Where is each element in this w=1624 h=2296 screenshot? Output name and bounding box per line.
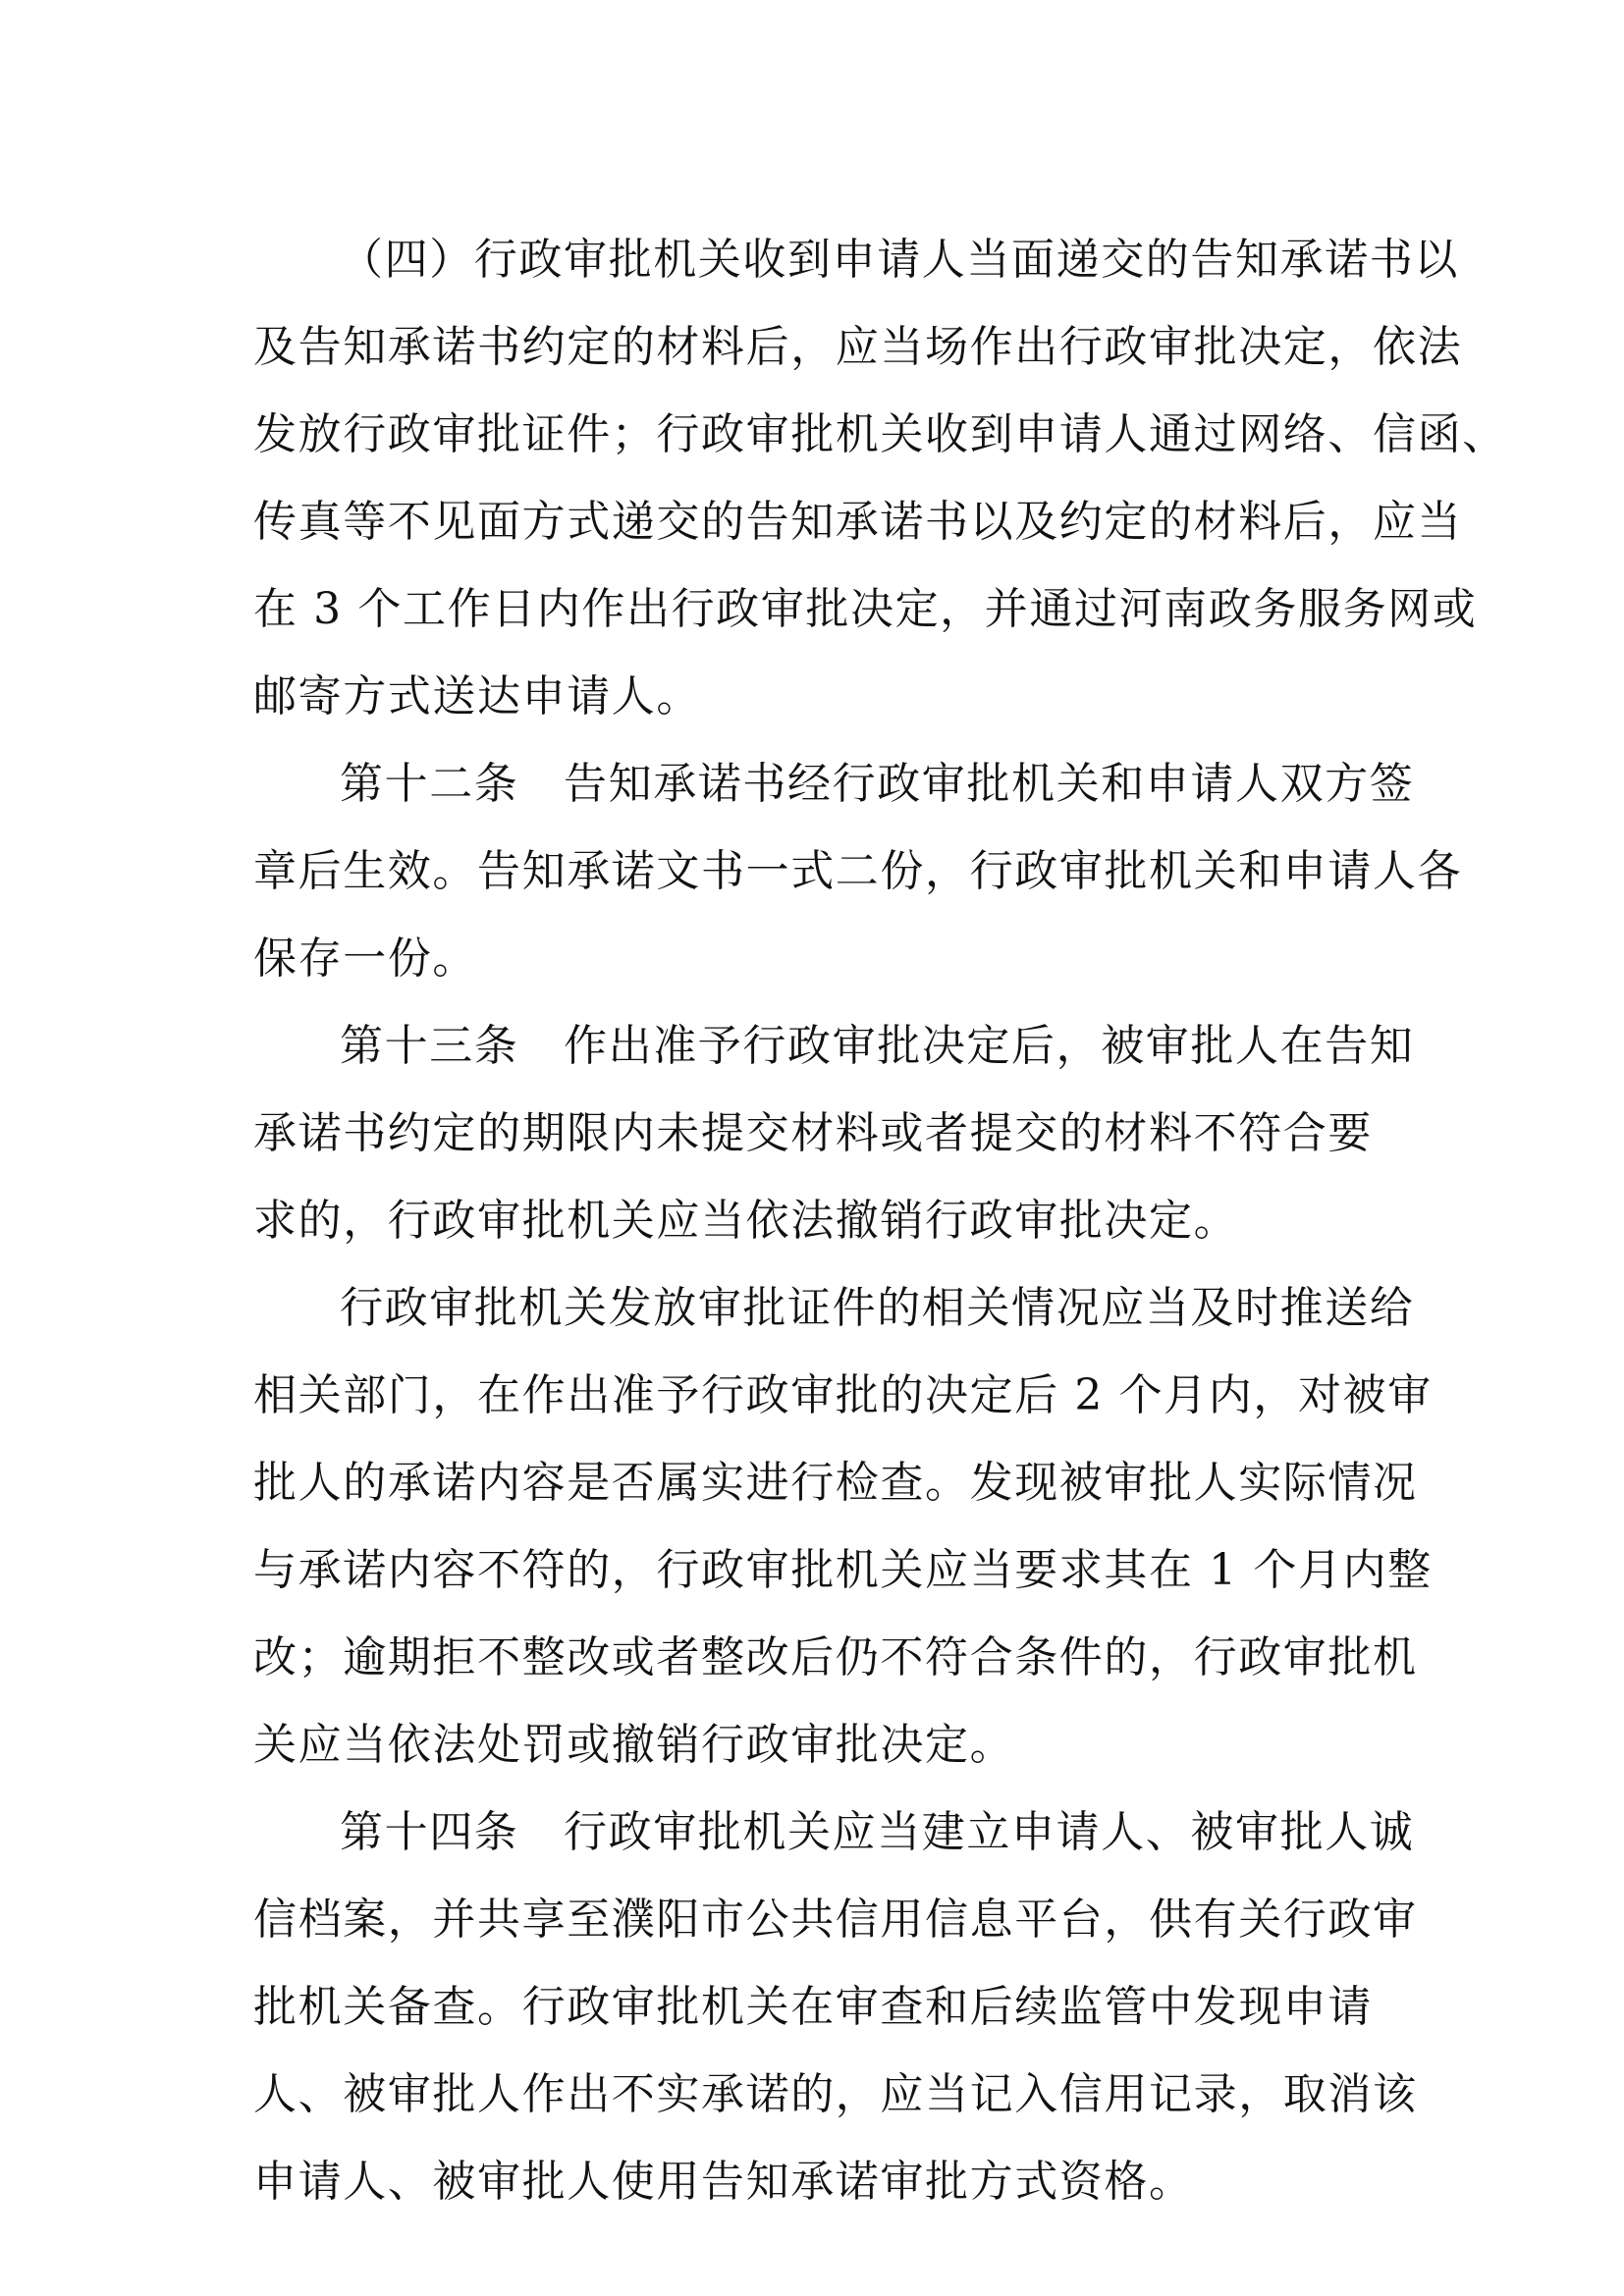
text-line: 传真等不见面方式递交的告知承诺书以及约定的材料后，应当 bbox=[253, 497, 1463, 547]
text-line: 第十三条 作出准予行政审批决定后，被审批人在告知 bbox=[340, 1021, 1415, 1071]
paragraph-item-4 bbox=[253, 216, 1507, 740]
text-line: 关应当依法处罚或撤销行政审批决定。 bbox=[253, 1720, 1015, 1770]
text-line: 改；逾期拒不整改或者整改后仍不符合条件的，行政审批机 bbox=[253, 1632, 1418, 1682]
text-line: 批人的承诺内容是否属实进行检查。发现被审批人实际情况 bbox=[253, 1458, 1418, 1508]
text-line: 批机关备查。行政审批机关在审查和后续监管中发现申请 bbox=[253, 1982, 1373, 2032]
paragraph-article-14 bbox=[253, 1789, 1418, 2225]
paragraph-article-12 bbox=[253, 740, 1463, 1002]
text-line: 邮寄方式送达申请人。 bbox=[253, 671, 701, 721]
text-line: 发放行政审批证件；行政审批机关收到申请人通过网络、信函、 bbox=[253, 409, 1507, 459]
text-line: 及告知承诺书约定的材料后，应当场作出行政审批决定，依法 bbox=[253, 322, 1463, 372]
text-line: 与承诺内容不符的，行政审批机关应当要求其在 1 个月内整 bbox=[253, 1545, 1433, 1595]
text-line: 相关部门，在作出准予行政审批的决定后 2 个月内，对被审 bbox=[253, 1370, 1433, 1420]
paragraph-article-13 bbox=[253, 1002, 1415, 1264]
text-line: 保存一份。 bbox=[253, 934, 477, 984]
body-text bbox=[253, 216, 1507, 2225]
paragraph-article-13-continued bbox=[253, 1264, 1433, 1789]
text-line: 信档案，并共享至濮阳市公共信用信息平台，供有关行政审 bbox=[253, 1895, 1418, 1945]
text-line: 求的，行政审批机关应当依法撤销行政审批决定。 bbox=[253, 1196, 1239, 1246]
text-line: 第十四条 行政审批机关应当建立申请人、被审批人诚 bbox=[340, 1807, 1415, 1857]
text-line: 申请人、被审批人使用告知承诺审批方式资格。 bbox=[253, 2157, 1194, 2207]
text-line: 第十二条 告知承诺书经行政审批机关和申请人双方签 bbox=[340, 759, 1415, 809]
text-line: 承诺书约定的期限内未提交材料或者提交的材料不符合要 bbox=[253, 1108, 1373, 1158]
text-line: 人、被审批人作出不实承诺的，应当记入信用记录，取消该 bbox=[253, 2069, 1418, 2119]
text-line: （四）行政审批机关收到申请人当面递交的告知承诺书以 bbox=[340, 235, 1459, 285]
text-line: 行政审批机关发放审批证件的相关情况应当及时推送给 bbox=[340, 1283, 1415, 1333]
text-line: 在 3 个工作日内作出行政审批决定，并通过河南政务服务网或 bbox=[253, 584, 1478, 634]
text-line: 章后生效。告知承诺文书一式二份，行政审批机关和申请人各 bbox=[253, 846, 1463, 896]
